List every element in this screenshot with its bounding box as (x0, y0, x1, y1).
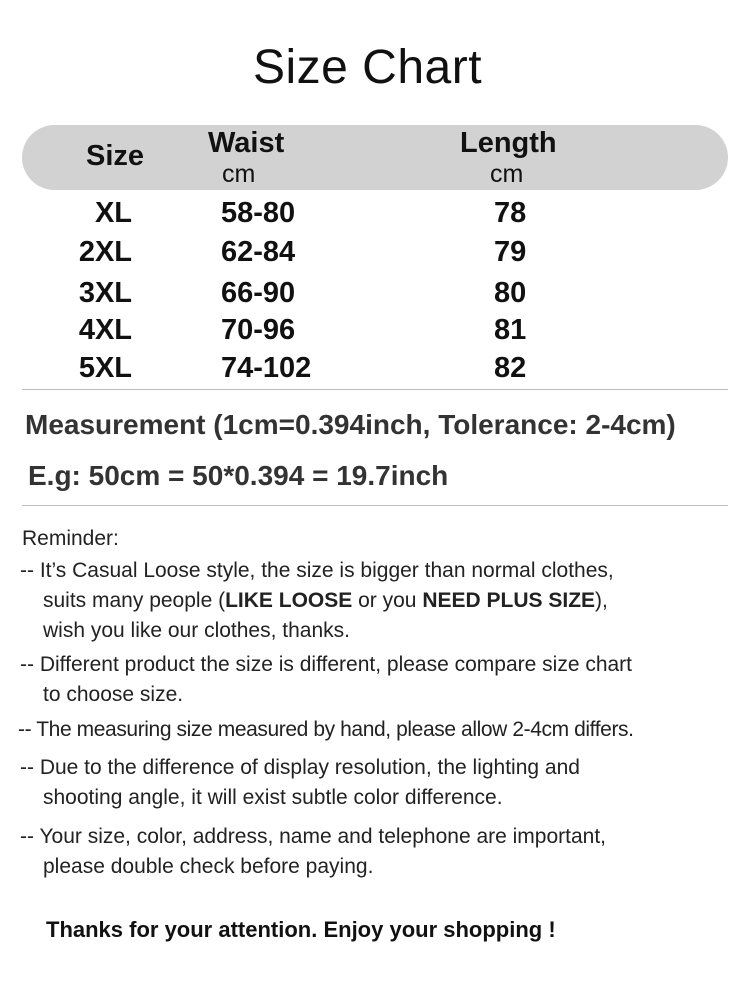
divider (22, 505, 728, 506)
reminder-item (20, 650, 740, 710)
reminder-item (18, 715, 738, 745)
table-row (0, 277, 750, 311)
reminder-line: shooting angle, it will exist subtle color difference. (43, 786, 503, 809)
reminder-line: -- Different product the size is different, please compare size chart (20, 653, 633, 676)
table-row (0, 352, 750, 386)
reminder-line (20, 586, 740, 616)
cell-length: 80 (494, 277, 527, 309)
cell-waist: 74-102 (221, 352, 312, 384)
header-waist-unit: cm (222, 160, 256, 188)
reminder-line: -- Due to the difference of display resolution, the lighting and (20, 756, 580, 779)
reminder-line: -- It’s Casual Loose style, the size is bigger than normal clothes, (20, 559, 614, 582)
reminder-line: to choose size. (43, 683, 184, 706)
cell-waist: 66-90 (221, 277, 296, 309)
reminder-title: Reminder: (22, 527, 119, 550)
reminder-line: -- The measuring size measured by hand, please allow 2-4cm differs. (18, 718, 634, 741)
cell-size: XL (94, 197, 132, 229)
cell-waist: 58-80 (221, 197, 296, 229)
reminder-text: suits many people ( (43, 589, 226, 612)
header-size: Size (86, 140, 145, 172)
example-note: E.g: 50cm = 50*0.394 = 19.7inch (28, 460, 449, 491)
header-length: Length (460, 127, 557, 159)
reminder-text: or you (352, 589, 423, 612)
reminder-line: wish you like our clothes, thanks. (43, 619, 350, 642)
cell-length: 82 (494, 352, 527, 384)
cell-length: 81 (494, 314, 527, 346)
header-waist: Waist (208, 127, 285, 159)
cell-waist: 70-96 (221, 314, 296, 346)
cell-length: 79 (494, 236, 527, 268)
header-length-unit: cm (490, 160, 524, 188)
page-title: Size Chart (252, 41, 483, 94)
reminder-item (20, 556, 740, 646)
reminder-line: -- Your size, color, address, name and telephone are important, (20, 825, 607, 848)
cell-size: 5XL (78, 352, 132, 384)
table-row (0, 236, 750, 270)
cell-size: 3XL (78, 277, 132, 309)
cell-waist: 62-84 (221, 236, 296, 268)
table-row (0, 197, 750, 231)
reminder-item (20, 753, 740, 813)
highlight-plus-size: NEED PLUS SIZE (422, 589, 596, 612)
table-row (0, 314, 750, 348)
cell-size: 4XL (78, 314, 132, 346)
reminder-line: please double check before paying. (43, 855, 374, 878)
reminder-item (20, 822, 740, 882)
cell-length: 78 (494, 197, 527, 229)
measurement-note: Measurement (1cm=0.394inch, Tolerance: 2-4cm) (25, 409, 676, 440)
reminder-text: ), (595, 589, 608, 612)
highlight-like-loose: LIKE LOOSE (225, 589, 353, 612)
divider (22, 389, 728, 390)
cell-size: 2XL (78, 236, 132, 268)
thanks-message: Thanks for your attention. Enjoy your shopping ! (46, 917, 556, 942)
